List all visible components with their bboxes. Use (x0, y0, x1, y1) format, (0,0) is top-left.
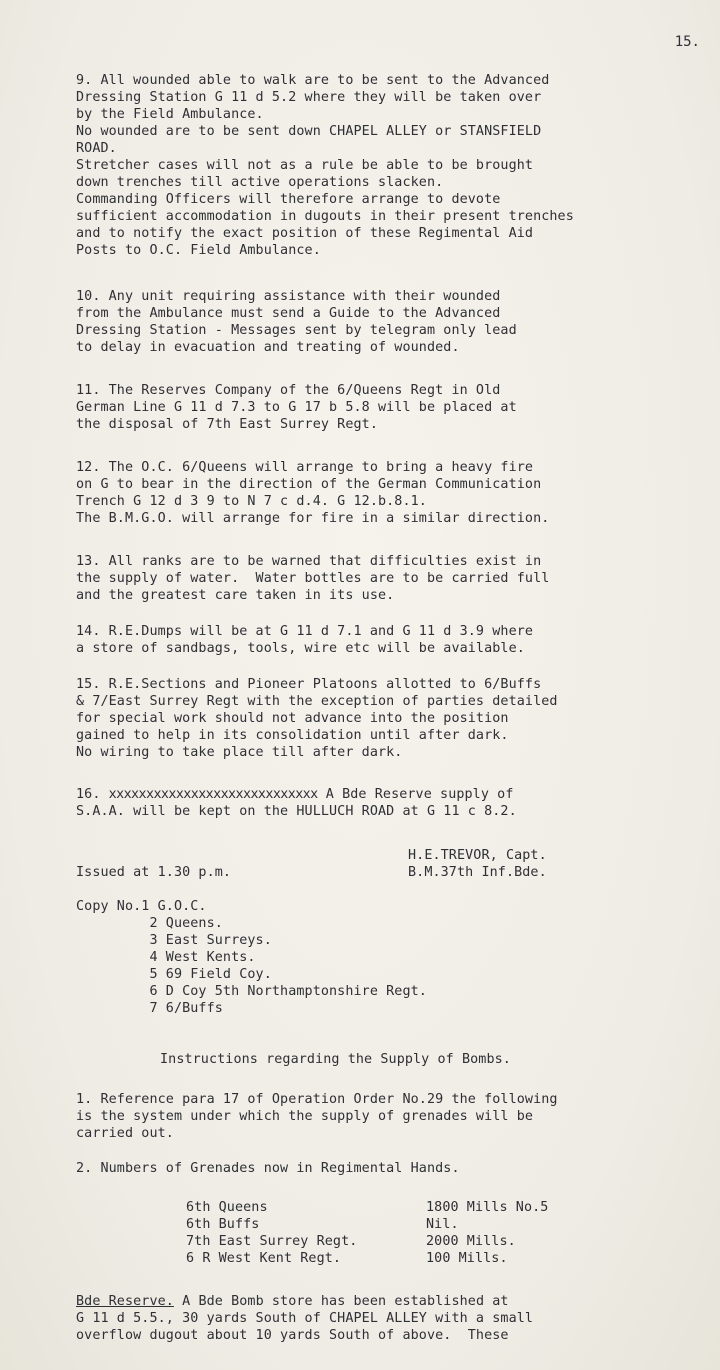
text-line: 14. R.E.Dumps will be at G 11 d 7.1 and G 11 d 3.9 where (76, 624, 534, 639)
text-line: Stretcher cases will not as a rule be able to be brought (76, 158, 534, 173)
quantity-cell: Nil. (426, 1217, 459, 1232)
text-line: to delay in evacuation and treating of wounded. (76, 340, 460, 355)
text-line: 15. R.E.Sections and Pioneer Platoons allotted to 6/Buffs (76, 677, 542, 692)
quantity-cell: 100 Mills. (426, 1251, 508, 1266)
text-line: the disposal of 7th East Surrey Regt. (76, 417, 378, 432)
text-line: a store of sandbags, tools, wire etc will be available. (76, 641, 525, 656)
text-line: S.A.A. will be kept on the HULLUCH ROAD at G 11 c 8.2. (76, 804, 517, 819)
text-line: ROAD. (76, 141, 117, 156)
text-line: Dressing Station G 11 d 5.2 where they will be taken over (76, 90, 542, 105)
text-line: carried out. (76, 1126, 174, 1141)
text-line: is the system under which the supply of grenades will be (76, 1109, 534, 1124)
text-line: 10. Any unit requiring assistance with their wounded (76, 289, 501, 304)
text-line: Posts to O.C. Field Ambulance. (76, 243, 321, 258)
quantity-cell: 1800 Mills No.5 (426, 1200, 549, 1215)
text-fragment: A Bde Bomb store has been established at (173, 1294, 509, 1309)
text-line: and the greatest care taken in its use. (76, 588, 395, 603)
unit-cell: 7th East Surrey Regt. (186, 1234, 358, 1249)
unit-cell: 6 R West Kent Regt. (186, 1251, 342, 1266)
text-line: German Line G 11 d 7.3 to G 17 b 5.8 will be placed at (76, 400, 517, 415)
list-item: 4 West Kents. (76, 950, 256, 965)
text-line (76, 1293, 509, 1310)
text-line: gained to help in its consolidation until after dark. (76, 728, 509, 743)
text-line: down trenches till active operations slacken. (76, 175, 444, 190)
text-line: Commanding Officers will therefore arrange to devote (76, 192, 501, 207)
list-item: Copy No.1 G.O.C. (76, 899, 207, 914)
text-line: for special work should not advance into the position (76, 711, 509, 726)
text-line: 11. The Reserves Company of the 6/Queens Regt in Old (76, 383, 501, 398)
text-line: by the Field Ambulance. (76, 107, 264, 122)
issued-time: Issued at 1.30 p.m. (76, 865, 232, 880)
text-line: 12. The O.C. 6/Queens will arrange to bring a heavy fire (76, 460, 534, 475)
text-line: G 11 d 5.5., 30 yards South of CHAPEL ALLEY with a small (76, 1311, 534, 1326)
text-line: the supply of water. Water bottles are to be carried full (76, 571, 550, 586)
signature-name: H.E.TREVOR, Capt. (408, 848, 547, 863)
list-item: 6 D Coy 5th Northamptonshire Regt. (76, 984, 427, 999)
struck-out-text: xxxxxxxxxxxxxxxxxxxxxxxxxxxx (108, 787, 318, 802)
list-item: 3 East Surreys. (76, 933, 272, 948)
text-line (76, 786, 514, 803)
text-line: and to notify the exact position of these Regimental Aid (76, 226, 534, 241)
text-line: 13. All ranks are to be warned that difficulties exist in (76, 554, 542, 569)
paragraph-number: 16. (76, 787, 101, 802)
list-item: 5 69 Field Coy. (76, 967, 272, 982)
text-line: overflow dugout about 10 yards South of above. These (76, 1328, 509, 1343)
list-item: 7 6/Buffs (76, 1001, 223, 1016)
quantity-cell: 2000 Mills. (426, 1234, 516, 1249)
page-number: 15. (674, 34, 700, 50)
text-line: from the Ambulance must send a Guide to the Advanced (76, 306, 501, 321)
text-fragment: A Bde Reserve supply of (317, 787, 514, 802)
instruction-2: 2. Numbers of Grenades now in Regimental Hands. (76, 1161, 460, 1176)
list-item: 2 Queens. (76, 916, 223, 931)
text-line: No wiring to take place till after dark. (76, 745, 403, 760)
unit-cell: 6th Buffs (186, 1217, 260, 1232)
unit-cell: 6th Queens (186, 1200, 268, 1215)
text-line: No wounded are to be sent down CHAPEL ALLEY or STANSFIELD (76, 124, 542, 139)
text-line: 1. Reference para 17 of Operation Order No.29 the following (76, 1092, 558, 1107)
text-line: & 7/East Surrey Regt with the exception of parties detailed (76, 694, 558, 709)
signature-title: B.M.37th Inf.Bde. (408, 865, 547, 880)
text-line: Trench G 12 d 3 9 to N 7 c d.4. G 12.b.8.1. (76, 494, 427, 509)
text-line: The B.M.G.O. will arrange for fire in a similar direction. (76, 511, 550, 526)
text-line: sufficient accommodation in dugouts in their present trenches (76, 209, 574, 224)
text-line: on G to bear in the direction of the German Communication (76, 477, 542, 492)
text-line: Dressing Station - Messages sent by telegram only lead (76, 323, 517, 338)
text-line: 9. All wounded able to walk are to be sent to the Advanced (76, 73, 550, 88)
instructions-title: Instructions regarding the Supply of Bombs. (160, 1052, 511, 1067)
section-heading: Bde Reserve. (76, 1294, 174, 1309)
